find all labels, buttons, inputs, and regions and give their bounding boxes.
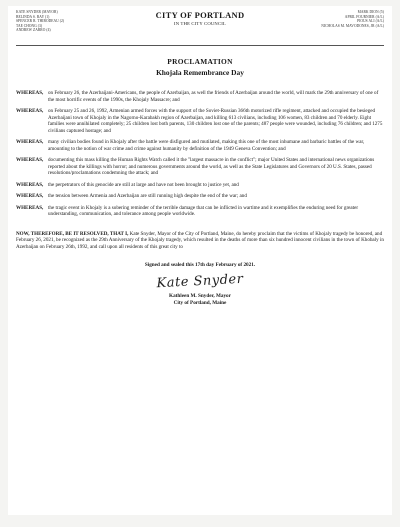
whereas-clause: [16, 90, 384, 103]
proclamation-page: [8, 6, 392, 515]
council-member: KATE SNYDER (MAYOR): [16, 10, 58, 14]
whereas-keyword: WHEREAS,: [16, 108, 44, 114]
city-header: [140, 10, 260, 26]
council-list-right: [321, 10, 384, 28]
council-member: SPENCER R. THIBODEAU (2): [16, 19, 65, 24]
signed-date-line: Signed and sealed this 17th day February of 2021.: [144, 262, 256, 268]
resolution-paragraph: [16, 231, 384, 251]
whereas-clause: [16, 205, 384, 218]
title-block: [16, 57, 384, 77]
whereas-keyword: WHEREAS,: [16, 193, 44, 199]
handwritten-signature: Kate Snyder: [156, 271, 244, 292]
council-member: NICHOLAS M. MAVODONES, JR (A/L): [321, 23, 384, 28]
council-member: MARK DION (5): [357, 10, 384, 14]
document-title: PROCLAMATION: [167, 57, 233, 66]
whereas-clause: [16, 157, 384, 177]
council-heading: IN THE CITY COUNCIL: [174, 21, 226, 26]
whereas-clause: [16, 193, 384, 200]
council-member: TAE CHONG (3): [16, 23, 43, 28]
whereas-text: the tension between Armenia and Azerbaijan are still running high despite the end of the war; and: [48, 193, 247, 199]
whereas-list: [16, 90, 384, 218]
resolved-text: Kate Snyder, Mayor of the City of Portland, Maine, do hereby proclaim that the victims of Khojaly tragedy be honored, and February 26, 2021, be recognized as the 29th Anniversary of the Khojaly tragedy, which resulted in the deaths of more than six hundred innocent civilians in the town of Khobaly in Azerbaijan on February 26th, 1992, and call upon all residents of this great city to: [16, 230, 384, 250]
header-divider: [16, 45, 384, 46]
whereas-text: the tragic event in Khojaly is a sobering reminder of the terrible damage that can be inflicted in wartime and it exemplifies the enduring need for greater understanding, communication, and tolerance among people worldwide.: [48, 204, 359, 217]
whereas-text: many civilian bodies found in Khojaly after the battle were disfigured and mutilated, making this one of the most inhumane and barbaric battles of the war, amounting to the notion of war crime and crime against humanity by definition of the 1949 Geneva Convention; and: [48, 139, 365, 152]
council-member: BELINDA S. RAY (1): [16, 14, 50, 19]
whereas-keyword: WHEREAS,: [16, 157, 44, 163]
whereas-keyword: WHEREAS,: [16, 139, 44, 145]
resolved-keyword: NOW, THEREFORE, BE IT RESOLVED, THAT I,: [16, 230, 129, 237]
signer-city: City of Portland, Maine: [173, 299, 227, 306]
whereas-keyword: WHEREAS,: [16, 204, 44, 211]
council-member: APRIL FOURNIER (A/L): [344, 14, 384, 19]
letterhead: [16, 10, 384, 44]
whereas-clause: [16, 182, 384, 189]
document-subtitle: Khojala Remembrance Day: [156, 68, 244, 77]
whereas-keyword: WHEREAS,: [16, 181, 44, 188]
whereas-text: documenting this mass killing the Human Rights Watch called it the "largest massacre in the conflict"; major United States and international news organizations reported about the killings with horror; and numerous governments around the world, as well as the State Legislatures and Governors of 20 U.S. States, passed resolutions/proclamations condemning the attack; and: [48, 157, 375, 176]
signer-name: Kathleen M. Snyder, Mayor: [169, 293, 231, 299]
whereas-keyword: WHEREAS,: [16, 90, 44, 96]
council-member: ANDREW ZARRO (4): [16, 28, 51, 33]
whereas-text: the perpetrators of this genocide are still at large and have not been brought to justice yet, and: [48, 181, 239, 188]
whereas-text: on February 25 and 26, 1992, Armenian armed forces with the support of the Soviet-Russian 366th motorized rifle regiment, attacked and occupied the besieged Azerbaijani town of Khojaly in the Nagorno-Karabakh region of Azerbaijan, and killing 613 civilians, including 106 women, 83 children and 70 elderly. Eight families were annihilated completely; 25 children lost both parents, 130 children lost one of the parents; 487 people were wounded, including 76 children; and 1275 civilians captured hostage; and: [48, 108, 383, 134]
city-name: CITY OF PORTLAND: [155, 10, 245, 20]
council-member: PIOUS ALI (A/L): [357, 19, 384, 24]
whereas-clause: [16, 108, 384, 134]
whereas-clause: [16, 139, 384, 152]
council-list-left: [16, 10, 64, 33]
whereas-text: on February 26, the Azerbaijani-Americans, the people of Azerbaijan, as well the friends of Azerbaijan around the world, will mark the 29th anniversary of one of the most horrific events of the 1990s, the Khojaly Massacre; and: [48, 90, 379, 103]
